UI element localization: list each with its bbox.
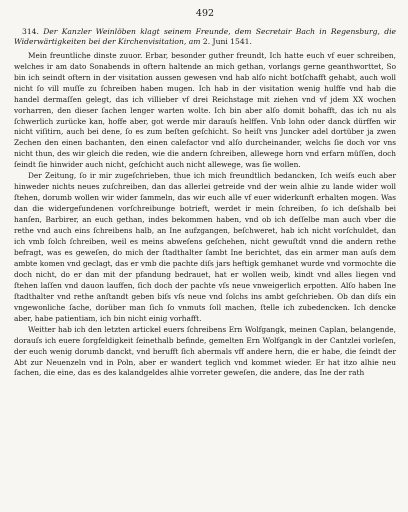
paragraph: Mein freuntliche dinste zuuor. Erbar, besonder guther freundt, Ich hatte euch vf euer schreiben, welches ir am dato Sonabends in oftern haltende an mich gethan, vorlangs gerne geanthworttet, So bin ich seindt oftern in der visitation aussen gewesen vnd hab alſo nicht botſchafft gehabt, auch woll nicht ſo vill muſſe zu ſchreiben haben mugen. Ich hab in der visitation wenig hulffe vnd hab die handel dermaſſen gelegt, das ich villieber vf drei Reichstage mit ziehen vnd vf jdem XX wochen vorharren, den dieser ſachen lenger warten wolte. Ich bin aber alſo domit bohafft, das ich nu als ſchwerlich zurücke kan, hoffe aber, got werde mir darauſs helffen. Vnb lohn oder danck dürffen wir nicht viſitirn, auch bei dene, ſo es zum beſten geſchicht. So heiſt vns Juncker adel dortüber ja zwen Zechen den einen bachanten, den einen calefactor vnd alſo durcheinander, welchs ſie doch vor vns nicht thun, des wir gleich die reden, wie die andern ſchreiben, allewege horn vnd erfarn müſſen, doch ſeindt ſie hinwider auch nicht, geſchicht auch nicht allewege, was ſie wollen. [14, 50, 396, 170]
letter-date: 2. Juni 1541. [202, 37, 252, 47]
paragraph: Der Zeitung, ſo ir mir zugeſchrieben, thue ich mich freundtlich bedancken, Ich weiſs euch aber hinweder nichts neues zuſchreiben, dan das allerlei getreide vnd der wein alhie zu lande wider woll ſtehen, dorumb wollen wir wider ſammeln, das wir euch alle vf euer widerkunft erhalten mogen. Was dan die widergefundenen vorſchreibunge botrieft, werdet ir mein ſchreiben, ſo ich deſshalb bei hanſen, Barbirer, an euch gethan, indes bekommen haben, vnd ob ich deſſelbe man auch vber die rethe vnd auch eins ſchreibens halb, an Ine aufzgangen, beſchweret, hab ich nicht vorſchuldet, dan ich vmb ſolch ſchreiben, weil es meins abweſens geſchehen, nicht gewuſtdt vnnd die andern rethe befragt, was es geweſen, do mich der ſtadthalter ſambt Ine berichtet, das ein armer man auſs dem ambte komen vnd geclagt, das er vmb die pachte diſs jars heftigk gemhanet wurde vnd vormochte die doch nicht, do er dan mit der pfandung bedrauet, hat er wollen weib, kindt vnd alles liegen vnd ſtehen laſſen vnd dauon lauffen, ſich doch der pachte vſs neue vnweigerlich erpotten. Alſo haben Ine ſtadthalter vnd rethe anſtandt geben biſs vſs neue vnd ſolchs ins ambt geſchrieben. Ob dan diſs ein vngewonliche ſache, dorüber man ſich ſo vnmuts ſoll machen, ſtelle ich zubedencken. Ich dencke aber, habe patientiam, ich bin nicht einig vorhafft. [14, 171, 396, 323]
letter-heading [14, 27, 396, 48]
letter-number: 314. [22, 27, 39, 36]
page-number: 492 [195, 8, 215, 19]
paragraph: Weitter hab ich den letzten artickel euers ſchreibens Ern Wolfgangk, meinen Caplan, belangende, dorauſs ich euere ſorgfeldigkeit ſeinethalb befinde, gemelten Ern Wolfgangk in der Cantzlei vorleſen, der euch wenig dorumb danckt, vnd berufft ſich abermals vff andere hern, die er habe, die ſeindt der Abt zur Neuenzeln vnd in Poln, aber er wandert teglich vnd kommet wieder. Er hat itzo alhie neu ſachen, die eine, das es des kalandgeldes alhie vorreter geweſen, die andere, das Ine der rath [14, 324, 396, 378]
letter-summary: Der Kanzler Weinlöben klagt seinem Freunde, dem Secretair Bach in Regensburg, die Widerwärtigkeiten bei der Kirchenvisitation, am [14, 27, 396, 47]
letter-body [14, 51, 396, 380]
